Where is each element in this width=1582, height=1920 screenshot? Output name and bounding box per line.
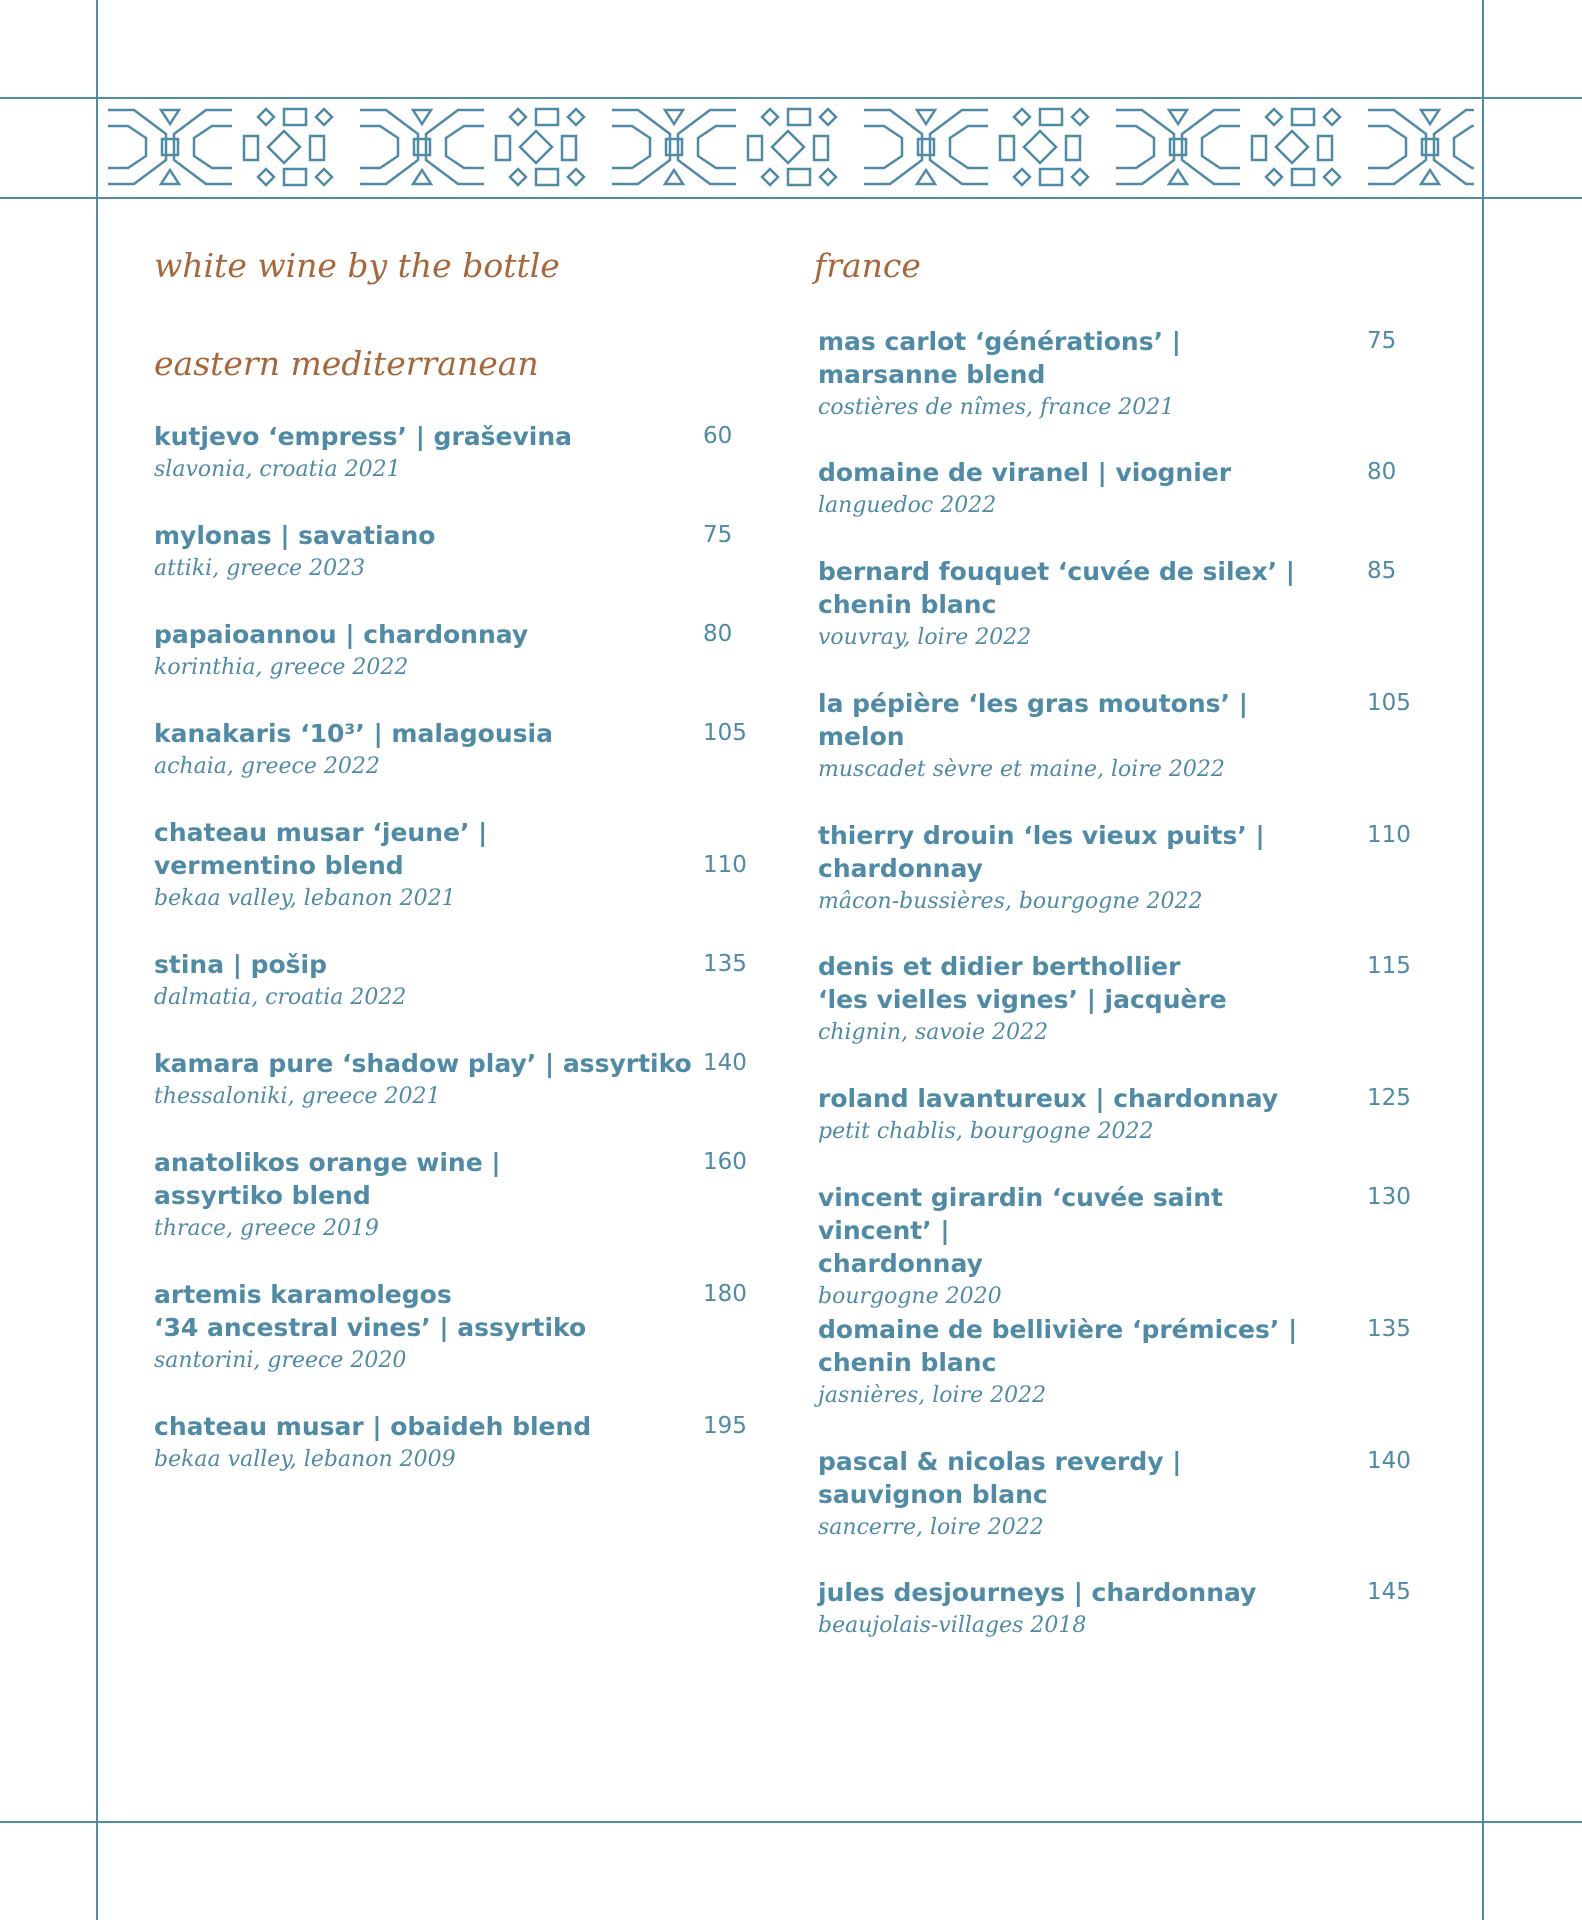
wine-price: 180 [703,1281,747,1307]
wine-name: bernard fouquet ‘cuvée de silex’ | chenin blanc [818,557,1295,619]
section-title-eastern-mediterranean: eastern mediterranean [154,344,539,383]
wine-item [154,420,694,487]
pattern-bottom-line [0,197,1582,199]
wine-price: 80 [1367,459,1397,485]
wine-origin: attiki, greece 2023 [154,556,366,581]
wine-name: domaine de viranel | viognier [818,458,1232,487]
pattern-motif [360,109,584,185]
wine-origin: jasnières, loire 2022 [818,1383,1047,1408]
wine-item [818,1313,1338,1413]
wine-origin: beaujolais-villages 2018 [818,1613,1087,1638]
wine-origin: muscadet sèvre et maine, loire 2022 [818,757,1225,782]
wine-origin: chignin, savoie 2022 [818,1020,1049,1045]
wine-item [818,819,1338,919]
wine-price: 110 [703,852,747,878]
wine-origin: korinthia, greece 2022 [154,655,409,680]
wine-item [154,816,694,916]
wine-name: la pépière ‘les gras moutons’ | melon [818,689,1248,751]
wine-origin: mâcon-bussières, bourgogne 2022 [818,889,1203,914]
wine-origin: dalmatia, croatia 2022 [154,985,407,1010]
wine-origin: petit chablis, bourgogne 2022 [818,1119,1154,1144]
wine-price: 75 [703,522,733,548]
wine-origin: bekaa valley, lebanon 2009 [154,1447,456,1472]
wine-price: 140 [1367,1448,1411,1474]
wine-price: 110 [1367,822,1411,848]
wine-item [154,1278,694,1378]
wine-name: vincent girardin ‘cuvée saint vincent’ | chardonnay [818,1183,1223,1278]
wine-item [154,1410,694,1477]
wine-origin: bourgogne 2020 [818,1284,1002,1309]
wine-name: kanakaris ‘10³’ | malagousia [154,719,553,748]
top-border-line [0,97,1582,99]
right-border-line [1482,0,1484,1920]
wine-origin: thrace, greece 2019 [154,1216,379,1241]
wine-name: chateau musar ‘jeune’ | vermentino blend [154,818,488,880]
wine-price: 75 [1367,328,1397,354]
wine-item [818,1082,1338,1149]
wine-item [818,1445,1338,1545]
wine-item [154,519,694,586]
wine-price: 135 [703,951,747,977]
wine-name: roland lavantureux | chardonnay [818,1084,1279,1113]
wine-origin: vouvray, loire 2022 [818,625,1032,650]
wine-item [818,1181,1338,1314]
wine-origin: santorini, greece 2020 [154,1348,407,1373]
wine-origin: achaia, greece 2022 [154,754,380,779]
wine-origin: languedoc 2022 [818,493,997,518]
wine-item [154,1047,694,1114]
wine-price: 105 [703,720,747,746]
wine-name: anatolikos orange wine | assyrtiko blend [154,1148,501,1210]
decorative-pattern-band [106,104,1474,190]
wine-price: 125 [1367,1085,1411,1111]
wine-price: 130 [1367,1184,1411,1210]
pattern-motif [612,109,836,185]
wine-name: jules desjourneys | chardonnay [818,1578,1257,1607]
wine-origin: costières de nîmes, france 2021 [818,395,1175,420]
wine-origin: bekaa valley, lebanon 2021 [154,886,456,911]
wine-price: 85 [1367,558,1397,584]
wine-name: chateau musar | obaideh blend [154,1412,592,1441]
wine-item [154,1146,694,1246]
wine-name: artemis karamolegos ‘34 ancestral vines’ | assyrtiko [154,1280,587,1342]
wine-item [818,687,1338,787]
wine-origin: slavonia, croatia 2021 [154,457,401,482]
wine-item [818,555,1338,655]
wine-price: 135 [1367,1316,1411,1342]
wine-price: 105 [1367,690,1411,716]
wine-origin: sancerre, loire 2022 [818,1515,1044,1540]
wine-price: 60 [703,423,733,449]
wine-item [818,456,1338,523]
wine-item [818,1576,1338,1643]
page-title: white wine by the bottle [154,246,560,285]
wine-name: kamara pure ‘shadow play’ | assyrtiko [154,1049,692,1078]
bottom-border-line [0,1821,1582,1823]
wine-name: domaine de bellivière ‘prémices’ | chenin blanc [818,1315,1298,1377]
pattern-motif [864,109,1088,185]
wine-name: kutjevo ‘empress’ | graševina [154,422,573,451]
wine-item [154,717,694,784]
pattern-motif [1368,109,1474,185]
wine-item [154,948,694,1015]
section-title-france: france [814,246,921,285]
wine-price: 115 [1367,953,1411,979]
wine-name: thierry drouin ‘les vieux puits’ | chardonnay [818,821,1265,883]
wine-price: 160 [703,1149,747,1175]
wine-item [818,325,1338,425]
wine-item [154,618,694,685]
geometric-pattern [106,104,1474,190]
wine-name: papaioannou | chardonnay [154,620,529,649]
wine-price: 195 [703,1413,747,1439]
wine-origin: thessaloniki, greece 2021 [154,1084,441,1109]
wine-name: denis et didier berthollier ‘les vielles vignes’ | jacquère [818,952,1227,1014]
wine-name: mas carlot ‘générations’ | marsanne blend [818,327,1181,389]
wine-item [818,950,1338,1050]
pattern-motif [1116,109,1340,185]
wine-name: pascal & nicolas reverdy | sauvignon blanc [818,1447,1182,1509]
wine-price: 145 [1367,1579,1411,1605]
wine-price: 80 [703,621,733,647]
left-border-line [96,0,98,1920]
pattern-motif [108,109,332,185]
wine-name: stina | pošip [154,950,328,979]
wine-name: mylonas | savatiano [154,521,436,550]
wine-price: 140 [703,1050,747,1076]
